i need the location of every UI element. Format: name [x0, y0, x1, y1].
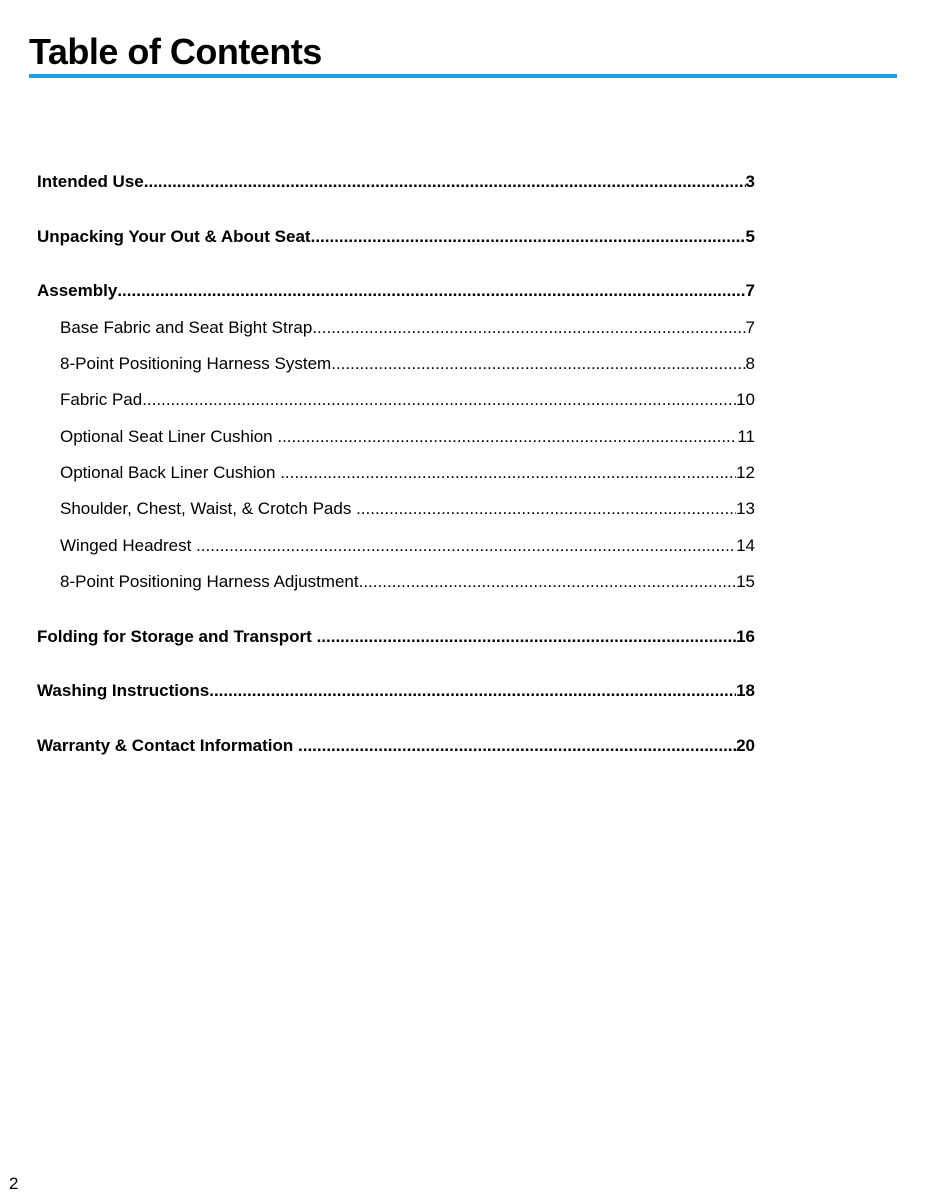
toc-entry-page: 7: [745, 281, 755, 300]
toc-entry-page: 10: [736, 390, 755, 409]
toc-entry-warranty[interactable]: [37, 734, 755, 758]
dot-leader: [311, 225, 746, 249]
toc-entry-back-liner[interactable]: [60, 461, 755, 485]
toc-entry-page: 3: [745, 172, 755, 191]
toc-entry-harness-system[interactable]: [60, 352, 755, 376]
dot-leader: [312, 316, 745, 340]
toc-entry-label: Winged Headrest: [60, 536, 197, 555]
toc-entry-page: 8: [745, 354, 755, 373]
toc-entry-label: 8-Point Positioning Harness System: [60, 354, 332, 373]
toc-entry-folding[interactable]: [37, 625, 755, 649]
toc-entry-fabric-pad[interactable]: [60, 388, 755, 412]
dot-leader: [298, 734, 736, 758]
dot-leader: [196, 534, 736, 558]
dot-leader: [359, 570, 736, 594]
dot-leader: [117, 279, 745, 303]
page-title: Table of Contents: [29, 31, 322, 72]
toc-entry-seat-liner[interactable]: [60, 425, 755, 449]
toc-entry-page: 11: [737, 427, 755, 446]
toc-entry-label: Folding for Storage and Transport: [37, 627, 317, 646]
toc-entry-label: Washing Instructions: [37, 681, 210, 700]
toc-entry-label: 8-Point Positioning Harness Adjustment: [60, 572, 359, 591]
toc-entry-page: 5: [745, 227, 755, 246]
dot-leader: [317, 625, 737, 649]
toc-entry-base-fabric[interactable]: [60, 316, 755, 340]
toc-entry-label: Assembly: [37, 281, 118, 300]
toc-entry-headrest[interactable]: [60, 534, 755, 558]
toc-entry-page: 18: [736, 681, 755, 700]
toc-entry-unpacking[interactable]: [37, 225, 755, 249]
dot-leader: [280, 461, 736, 485]
dot-leader: [209, 679, 736, 703]
toc-entry-label: Unpacking Your Out & About Seat: [37, 227, 311, 246]
toc-entry-label: Base Fabric and Seat Bight Strap: [60, 318, 313, 337]
dot-leader: [144, 170, 746, 194]
toc-entry-pads[interactable]: [60, 497, 755, 521]
toc-entry-harness-adjustment[interactable]: [60, 570, 755, 594]
dot-leader: [142, 388, 736, 412]
toc-entry-label: Optional Seat Liner Cushion: [60, 427, 278, 446]
dot-leader: [277, 425, 737, 449]
dot-leader: [356, 497, 736, 521]
toc-entry-washing[interactable]: [37, 679, 755, 703]
toc-entry-intended-use[interactable]: [37, 170, 755, 194]
dot-leader: [331, 352, 745, 376]
toc-entry-assembly[interactable]: [37, 279, 755, 303]
toc-entry-page: 15: [736, 572, 755, 591]
page-number: 2: [9, 1174, 19, 1193]
toc-entry-page: 13: [736, 499, 755, 518]
toc-entry-label: Fabric Pad: [60, 390, 143, 409]
toc-entry-page: 7: [745, 318, 755, 337]
toc-entry-label: Warranty & Contact Information: [37, 736, 298, 755]
toc-entry-page: 12: [736, 463, 755, 482]
toc-entry-page: 16: [736, 627, 755, 646]
toc-entry-label: Intended Use: [37, 172, 144, 191]
toc-entry-label: Shoulder, Chest, Waist, & Crotch Pads: [60, 499, 357, 518]
toc-entry-page: 20: [736, 736, 755, 755]
toc-entry-label: Optional Back Liner Cushion: [60, 463, 281, 482]
toc-entry-page: 14: [736, 536, 755, 555]
